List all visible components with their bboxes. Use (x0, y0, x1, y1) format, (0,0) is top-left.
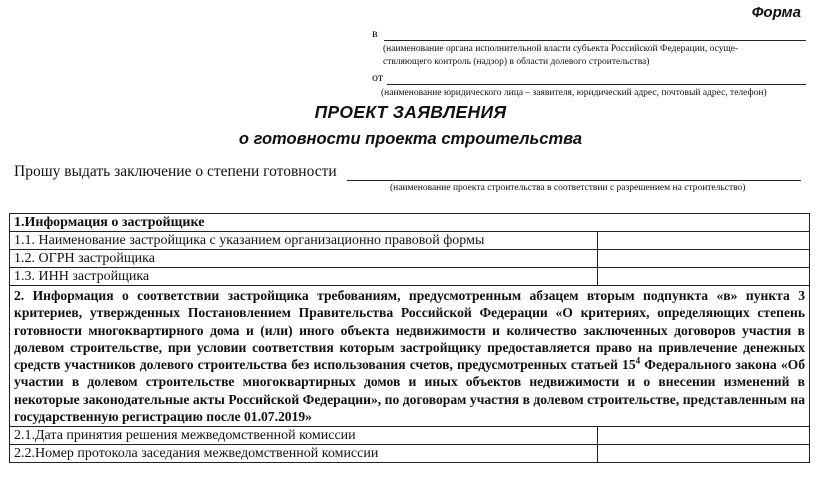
row-label: 1.1. Наименование застройщика с указанием организационно правовой формы (10, 232, 598, 250)
row-label: 1.3. ИНН застройщика (10, 268, 598, 286)
inn-cell[interactable] (598, 268, 810, 286)
developer-name-cell[interactable] (598, 232, 810, 250)
row-label: 2.1.Дата принятия решения межведомственной комиссии (10, 427, 598, 445)
addressee-line[interactable] (384, 40, 806, 41)
addressee-hint: (наименование органа исполнительной власти субъекта Российской Федерации, осуще- ствляющего контроль (надзор) в области долевого строительства) (383, 44, 739, 67)
project-name-line[interactable] (347, 180, 801, 181)
row-label: 1.2. ОГРН застройщика (10, 250, 598, 268)
table-row (10, 268, 810, 286)
row-label: 2.2.Номер протокола заседания межведомственной комиссии (10, 445, 598, 463)
protocol-number-cell[interactable] (598, 445, 810, 463)
table-row (10, 445, 810, 463)
table-row (10, 286, 810, 427)
to-prefix: в (372, 26, 378, 40)
decision-date-cell[interactable] (598, 427, 810, 445)
table-row (10, 250, 810, 268)
form-label: Форма (751, 4, 801, 21)
document-subtitle: о готовности проекта строительства (238, 130, 583, 148)
applicant-info-table (9, 213, 810, 463)
section-1-heading: 1.Информация о застройщике (10, 214, 810, 232)
table-row (10, 232, 810, 250)
section-2-heading: 2. Информация о соответствии застройщика требованиям, предусмотренным абзацем вторым подпункта «в» пункта 3 критериев, утвержденных Постановлением Правительства Российской Федерации «О критериях, определяющих степень готовности многоквартирного дома и (или) иного объекта недвижимости и количество заключенных договоров участия в долевом строительстве, при условии соответствия которым застройщику предоставляется право на привлечение денежных средств участников долевого строительства без использования счетов, предусмотренных статьей $15^4$ Федерального закона «Об участии в долевом строительстве многоквартирных домов и иных объектов недвижимости и о внесении изменений в некоторые законодательные акты Российской Федерации», по договорам участия в долевом строительстве, представленным на государственную регистрацию после 01.07.2019» (10, 286, 810, 427)
applicant-line[interactable] (387, 84, 806, 85)
ogrn-cell[interactable] (598, 250, 810, 268)
from-prefix: от (372, 70, 384, 84)
project-name-hint: (наименование проекта строительства в соответствии с разрешением на строительство) (390, 183, 746, 193)
table-row (10, 214, 810, 232)
document-title: ПРОЕКТ ЗАЯВЛЕНИЯ (314, 102, 507, 122)
request-text: Прошу выдать заключение о степени готовности (14, 163, 337, 180)
table-row (10, 427, 810, 445)
applicant-hint: (наименование юридического лица – заявителя, юридический адрес, почтовый адрес, телефон) (381, 88, 767, 98)
